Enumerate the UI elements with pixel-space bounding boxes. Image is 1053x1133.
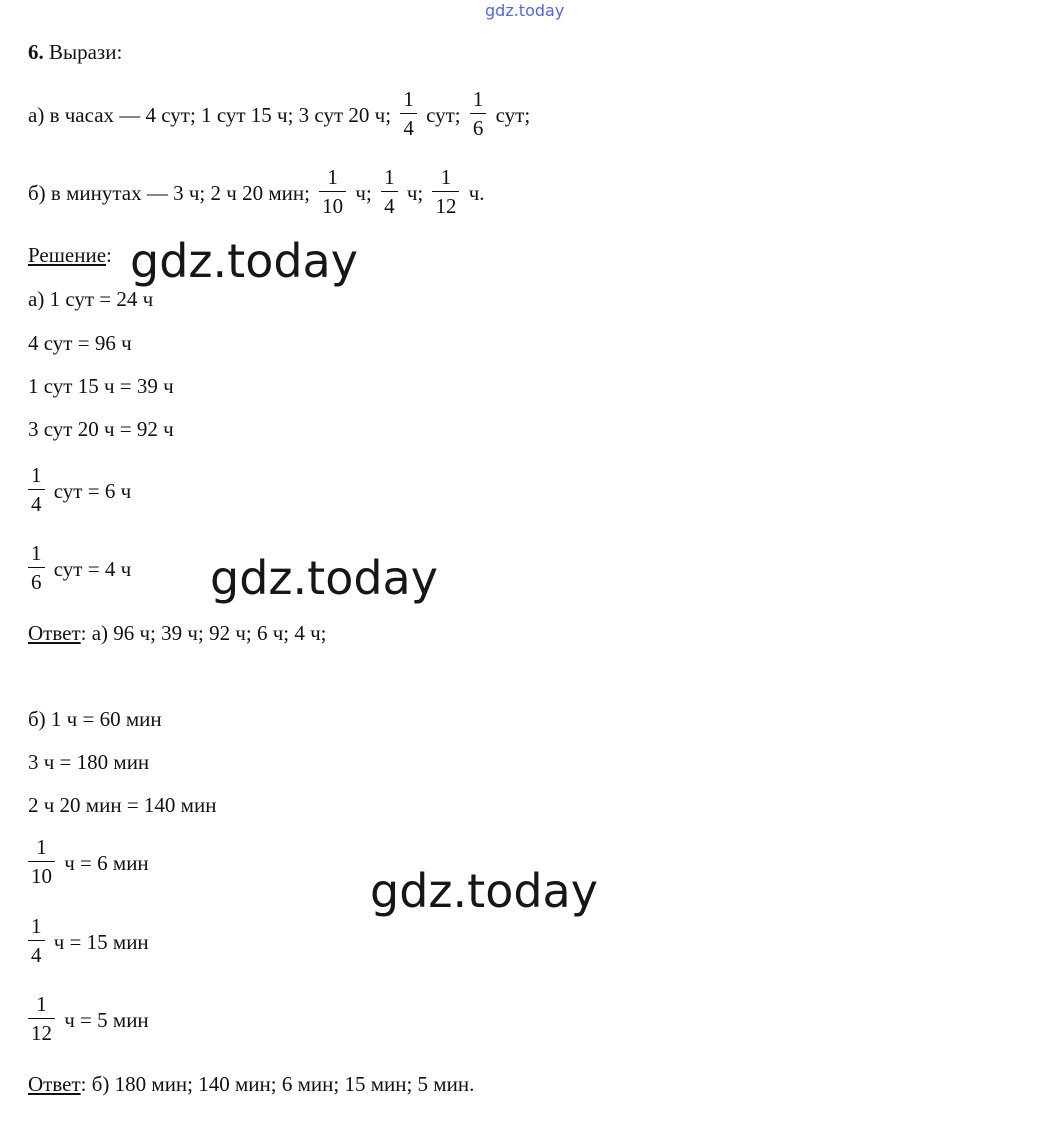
fraction-line-rest: сут = 6 ч [53,478,132,503]
fraction [28,465,45,515]
fraction-denominator: 12 [435,194,457,218]
fraction-numerator: 1 [28,543,45,568]
fraction-denominator: 4 [403,116,414,140]
fraction [432,167,459,217]
unit: ч; [355,180,372,205]
solution-fraction-line [24,463,132,518]
solution-line: а) 1 сут = 24 ч [28,287,154,311]
solution-line: 2 ч 20 мин = 140 мин [28,793,217,817]
fraction-denominator: 12 [31,1021,52,1045]
fraction-denominator: 6 [31,570,42,594]
answer-text: : а) 96 ч; 39 ч; 92 ч; 6 ч; 4 ч; [80,621,327,645]
fraction-denominator: 4 [31,492,42,516]
fraction-denominator: 10 [322,194,344,218]
fraction-line-rest: ч = 6 мин [64,850,149,875]
fraction [381,167,398,217]
fraction [319,167,346,217]
solution-heading-colon: : [106,243,112,267]
fraction-numerator: 1 [28,837,55,862]
watermark-text: gdz.today [210,551,438,605]
watermark-text: gdz.today [370,864,598,918]
fraction [28,916,45,966]
task-a-text: а) в часах — 4 сут; 1 сут 15 ч; 3 сут 20 ч; [28,102,392,127]
fraction [470,89,487,139]
fraction [28,543,45,593]
fraction-denominator: 4 [384,194,395,218]
fraction-denominator: 10 [31,864,52,888]
fraction-line-rest: ч = 15 мин [53,929,149,954]
solution-fraction-line [24,992,149,1047]
solution-line: 4 сут = 96 ч [28,331,132,355]
fraction-numerator: 1 [432,167,459,192]
solution-fraction-line [24,541,132,596]
task-number: 6. [28,40,44,64]
fraction-numerator: 1 [381,167,398,192]
answer-text: : б) 180 мин; 140 мин; 6 мин; 15 мин; 5 мин. [80,1072,475,1096]
unit: ч. [468,180,485,205]
solution-line: 3 ч = 180 мин [28,750,150,774]
solution-line: 3 сут 20 ч = 92 ч [28,417,174,441]
unit: ч; [406,180,424,205]
solution-line: б) 1 ч = 60 мин [28,707,162,731]
fraction-numerator: 1 [28,994,55,1019]
fraction-denominator: 4 [31,943,42,967]
fraction-numerator: 1 [28,465,45,490]
task-part-a [28,87,531,142]
unit: сут; [495,102,531,127]
fraction-numerator: 1 [28,916,45,941]
task-title: Вырази: [49,40,123,64]
answer-b [28,1074,474,1095]
fraction-numerator: 1 [400,89,417,114]
task-b-text: б) в минутах — 3 ч; 2 ч 20 мин; [28,180,310,205]
fraction-denominator: 6 [472,116,484,140]
fraction-numerator: 1 [470,89,487,114]
fraction [28,837,55,887]
task-title-line [28,42,122,63]
fraction-line-rest: ч = 5 мин [64,1007,149,1032]
task-part-b [28,165,485,220]
solution-fraction-line [24,914,149,969]
solution-heading-label: Решение [28,243,107,267]
unit: сут; [426,102,461,127]
solution-fraction-line [24,835,149,890]
solution-line: 1 сут 15 ч = 39 ч [28,374,174,398]
header-watermark: gdz.today [485,1,565,20]
fraction [400,89,417,139]
fraction-line-rest: сут = 4 ч [53,556,132,581]
answer-label: Ответ [28,621,81,645]
answer-a [28,623,327,644]
solution-heading [28,245,112,266]
watermark-text: gdz.today [130,234,358,288]
fraction-numerator: 1 [319,167,346,192]
answer-label: Ответ [28,1072,81,1096]
fraction [28,994,55,1044]
